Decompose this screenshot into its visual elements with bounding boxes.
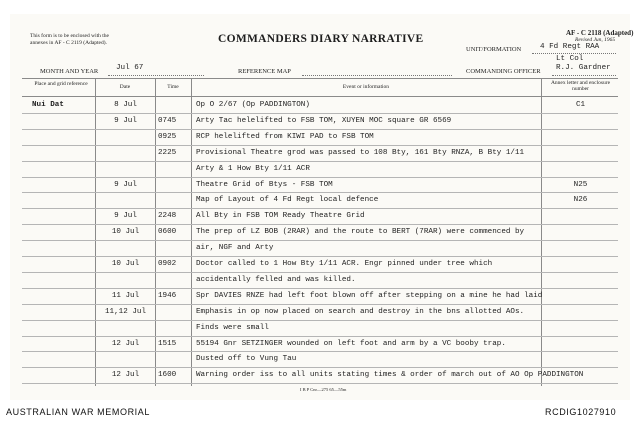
form-note-line1: This form is to be enclosed with the: [30, 33, 109, 39]
row-rule: [22, 192, 618, 193]
col-divider-1: [95, 78, 96, 386]
col-divider-3: [191, 78, 192, 386]
row-time: 1515: [158, 339, 177, 348]
row-event: Theatre Grid of Btys - FSB TOM: [196, 180, 333, 189]
row-rule: [22, 304, 618, 305]
row-time: 1600: [158, 371, 177, 380]
row-time: 0600: [158, 228, 177, 237]
row-time: 1946: [158, 291, 177, 300]
col-header-event: Event or information: [342, 84, 390, 90]
month-label: MONTH AND YEAR: [40, 68, 99, 75]
row-annex: N25: [573, 180, 588, 189]
co-rank: Lt Col: [556, 55, 584, 63]
month-value: Jul 67: [116, 64, 144, 72]
co-underline: [552, 75, 616, 76]
form-revised: Revised Jun, 1965: [575, 37, 616, 43]
row-time: 2225: [158, 148, 177, 157]
row-rule: [22, 113, 618, 114]
row-date: 10 Jul: [111, 228, 140, 237]
row-annex: N26: [573, 196, 588, 205]
unit-label: UNIT/FORMATION: [466, 46, 522, 53]
row-date: 8 Jul: [114, 101, 137, 109]
row-event: The prep of LZ BOB (2RAR) and the route to BERT (7RAR) were commenced by: [196, 228, 525, 237]
unit-underline: [532, 53, 616, 54]
footer-source: AUSTRALIAN WAR MEMORIAL: [6, 407, 150, 417]
form-note-line2: annexes in AF - C 2119 (Adapted).: [30, 40, 107, 46]
row-rule: [22, 272, 618, 273]
form-id: AF - C 2118 (Adapted): [566, 29, 634, 37]
row-event: accidentally felled and was killed.: [196, 275, 356, 284]
printer-mark: I B P Cnr—275 65—55m: [300, 387, 347, 392]
row-rule: [22, 351, 618, 352]
row-event: RCP helelifted from KIWI PAD to FSB TOM: [196, 132, 374, 141]
row-rule: [22, 129, 618, 130]
row-place: Nui Dat: [32, 101, 64, 109]
row-event: 55194 Gnr SETZINGER wounded on left foot and arm by a VC booby trap.: [196, 339, 506, 348]
row-rule: [22, 208, 618, 209]
row-event: Map of Layout of 4 Fd Regt local defence: [196, 196, 379, 205]
row-event: Provisional Theatre grod was passed to 108 Bty, 161 Bty RNZA, B Bty 1/11: [196, 148, 525, 157]
row-rule: [22, 367, 618, 368]
row-event: Arty Tac helelifted to FSB TOM, XUYEN MOC square GR 6569: [196, 116, 452, 125]
footer-ref: RCDIG1027910: [545, 407, 617, 417]
row-event: Emphasis in op now placed on search and destroy in the bns allotted AOs.: [196, 307, 525, 316]
row-date: 9 Jul: [114, 180, 137, 189]
row-rule: [22, 256, 618, 257]
row-event: air, NGF and Arty: [196, 244, 274, 253]
col-header-date: Date: [119, 84, 131, 90]
co-name: R.J. Gardner: [556, 64, 611, 72]
row-date: 12 Jul: [111, 371, 140, 380]
row-rule: [22, 161, 618, 162]
row-date: 12 Jul: [111, 339, 140, 348]
row-date: 9 Jul: [114, 116, 137, 125]
month-underline: [108, 75, 204, 76]
row-event: All Bty in FSB TOM Ready Theatre Grid: [196, 212, 365, 221]
col-header-place: Place and grid reference: [34, 81, 88, 87]
row-time: 0745: [158, 116, 177, 125]
header-top-rule: [22, 78, 618, 79]
col-divider-2: [155, 78, 156, 386]
co-label: COMMANDING OFFICER: [466, 68, 541, 75]
row-rule: [22, 177, 618, 178]
row-annex: C1: [575, 101, 586, 109]
row-rule: [22, 145, 618, 146]
row-event: Spr DAVIES RNZE had left foot blown off after stepping on a mine he had laid: [196, 291, 543, 300]
row-event: Op O 2/67 (Op PADDINGTON): [196, 101, 310, 109]
col-header-time: Time: [167, 84, 179, 90]
row-event: Dusted off to Vung Tau: [196, 355, 297, 364]
row-event: Warning order iss to all units stating times & order of march out of AO Op PADDINGTON: [196, 371, 584, 380]
row-rule: [22, 320, 618, 321]
row-time: 2248: [158, 212, 177, 221]
row-event: Finds were small: [196, 323, 269, 332]
row-rule: [22, 224, 618, 225]
refmap-underline: [302, 75, 452, 76]
page-title: COMMANDERS DIARY NARRATIVE: [218, 33, 424, 45]
row-rule: [22, 383, 618, 384]
row-date: 11,12 Jul: [104, 307, 146, 316]
row-event: Arty & 1 How Bty 1/11 ACR: [196, 164, 310, 173]
row-rule: [22, 336, 618, 337]
row-time: 0902: [158, 260, 177, 268]
row-date: 11 Jul: [111, 291, 140, 300]
header-bottom-rule: [22, 96, 618, 97]
row-date: 10 Jul: [111, 260, 140, 268]
refmap-label: REFERENCE MAP: [238, 68, 291, 75]
unit-value: 4 Fd Regt RAA: [540, 43, 600, 51]
row-rule: [22, 240, 618, 241]
row-date: 9 Jul: [114, 212, 137, 221]
col-divider-4: [541, 78, 542, 386]
row-event: Doctor called to 1 How Bty 1/11 ACR. Engr pinned under tree which: [196, 260, 493, 268]
col-header-annex: Annex letter and enclosure number: [550, 80, 611, 92]
row-rule: [22, 288, 618, 289]
row-time: 0925: [158, 132, 177, 141]
